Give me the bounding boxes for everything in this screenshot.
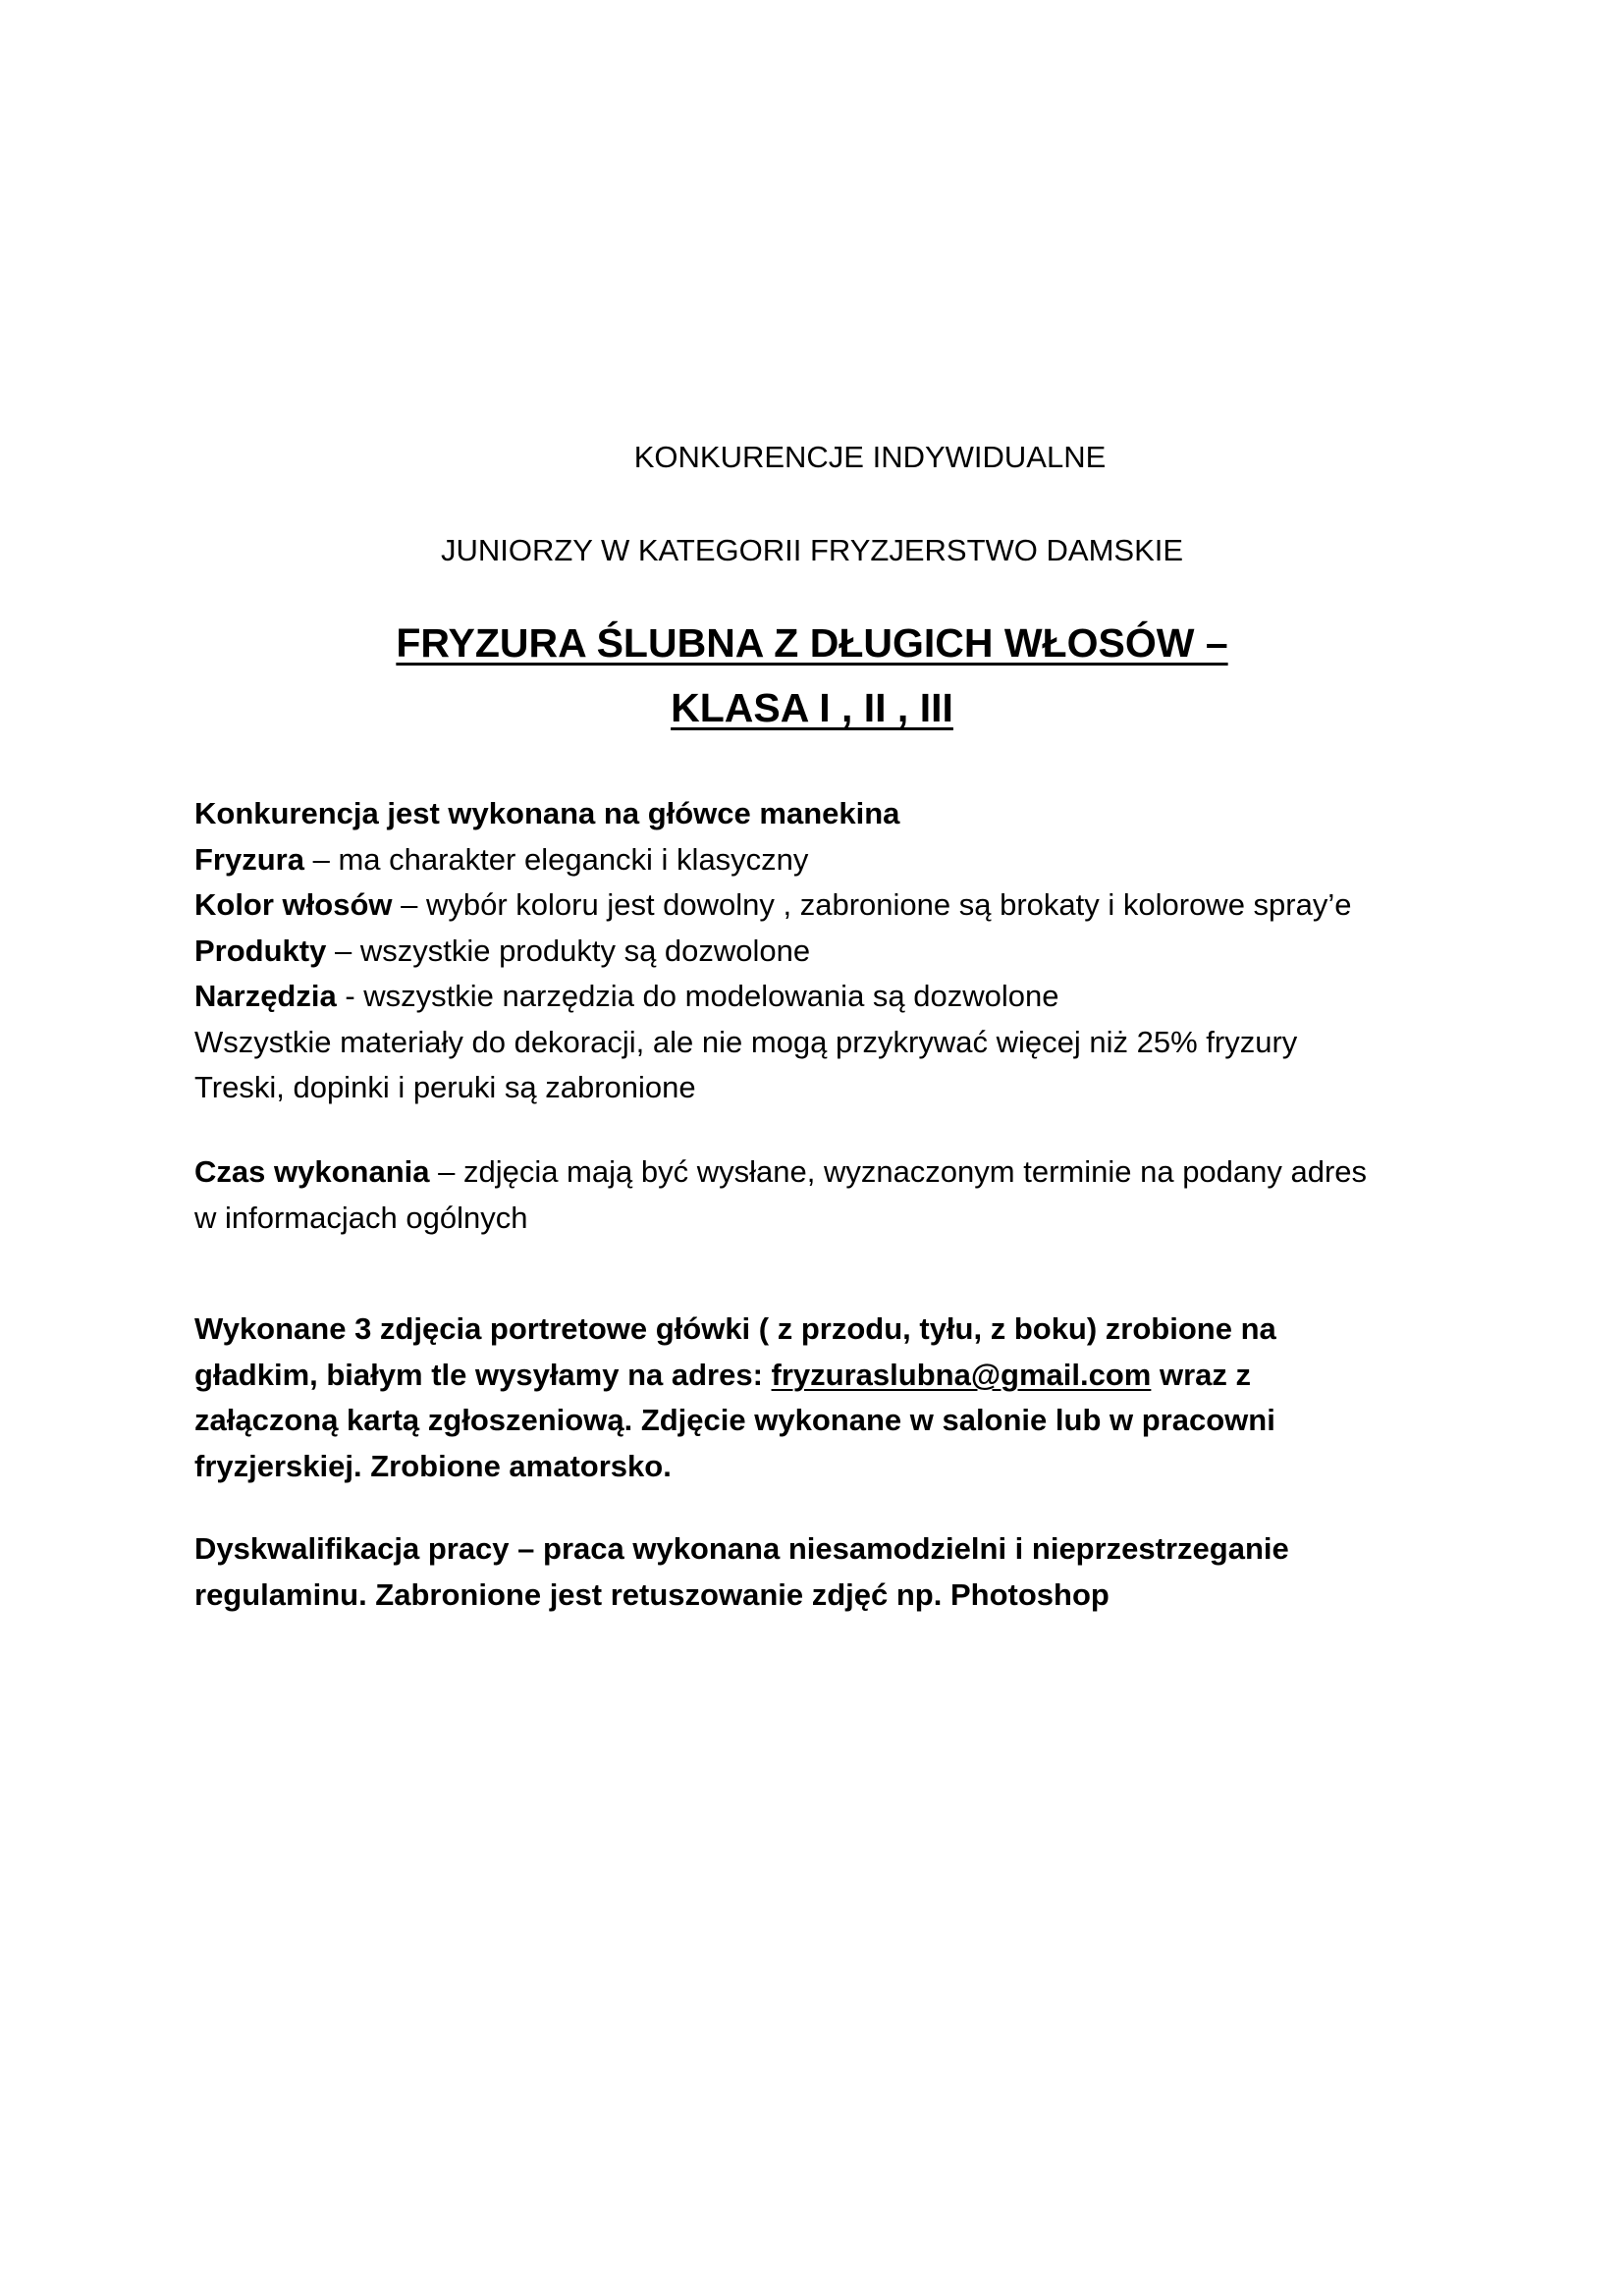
submission-line-2-start: gładkim, białym tle wysyłamy na adres:	[194, 1357, 772, 1392]
submission-line-1: Wykonane 3 zdjęcia portretowe główki ( z przodu, tyłu, z boku) zrobione na	[194, 1311, 1276, 1346]
disqualification-line-2: regulaminu. Zabronione jest retuszowanie zdjęć np. Photoshop	[194, 1576, 1110, 1612]
rule-narzedzia-label: Narzędzia	[194, 979, 337, 1013]
rule-kolor-text: – wybór koloru jest dowolny , zabronione są brokaty i kolorowe spray’e	[392, 887, 1352, 922]
submission-line-2	[194, 1353, 1471, 1399]
rule-narzedzia-text: - wszystkie narzędzia do modelowania są dozwolone	[336, 979, 1059, 1013]
rule-fryzura	[194, 837, 1471, 883]
rule-narzedzia	[194, 974, 1471, 1020]
disqualification-section	[194, 1526, 1471, 1618]
rule-produkty	[194, 929, 1471, 975]
rule-materialy: Wszystkie materiały do dekoracji, ale nie mogą przykrywać więcej niż 25% fryzury	[194, 1024, 1298, 1059]
time-line-2: w informacjach ogólnych	[194, 1200, 528, 1235]
rule-treski: Treski, dopinki i peruki są zabronione	[194, 1070, 696, 1104]
category-heading: KONKURENCJE INDYWIDUALNE	[633, 440, 1107, 474]
disqualification-line-1: Dyskwalifikacja pracy – praca wykonana niesamodzielni i nieprzestrzeganie	[194, 1531, 1289, 1566]
rule-fryzura-label: Fryzura	[194, 841, 304, 877]
rule-fryzura-text: – ma charakter elegancki i klasyczny	[303, 841, 809, 877]
submission-line-4: fryzjerskiej. Zrobione amatorsko.	[194, 1448, 672, 1483]
rule-produkty-label: Produkty	[194, 933, 327, 968]
email-link[interactable]: fryzuraslubna@gmail.com	[771, 1357, 1152, 1392]
submission-line-2-end: wraz z	[1151, 1357, 1252, 1392]
competition-title: FRYZURA ŚLUBNA Z DŁUGICH WŁOSÓW –	[396, 620, 1228, 666]
class-title: KLASA I , II , III	[671, 685, 953, 730]
subcategory-heading: JUNIORZY W KATEGORII FRYZJERSTWO DAMSKIE	[440, 533, 1184, 567]
time-section	[194, 1149, 1471, 1241]
rules-section	[194, 791, 1471, 1111]
time-line-1	[194, 1149, 1471, 1196]
rule-produkty-text: – wszystkie produkty są dozwolone	[326, 933, 811, 968]
rules-intro: Konkurencja jest wykonana na główce manekina	[194, 796, 900, 830]
time-text: – zdjęcia mają być wysłane, wyznaczonym terminie na podany adres	[429, 1154, 1368, 1189]
submission-section	[194, 1307, 1471, 1489]
rule-kolor-label: Kolor włosów	[194, 887, 393, 922]
time-label: Czas wykonania	[194, 1154, 430, 1189]
submission-line-3: załączoną kartą zgłoszeniową. Zdjęcie wykonane w salonie lub w pracowni	[194, 1403, 1275, 1437]
rule-kolor	[194, 882, 1471, 929]
